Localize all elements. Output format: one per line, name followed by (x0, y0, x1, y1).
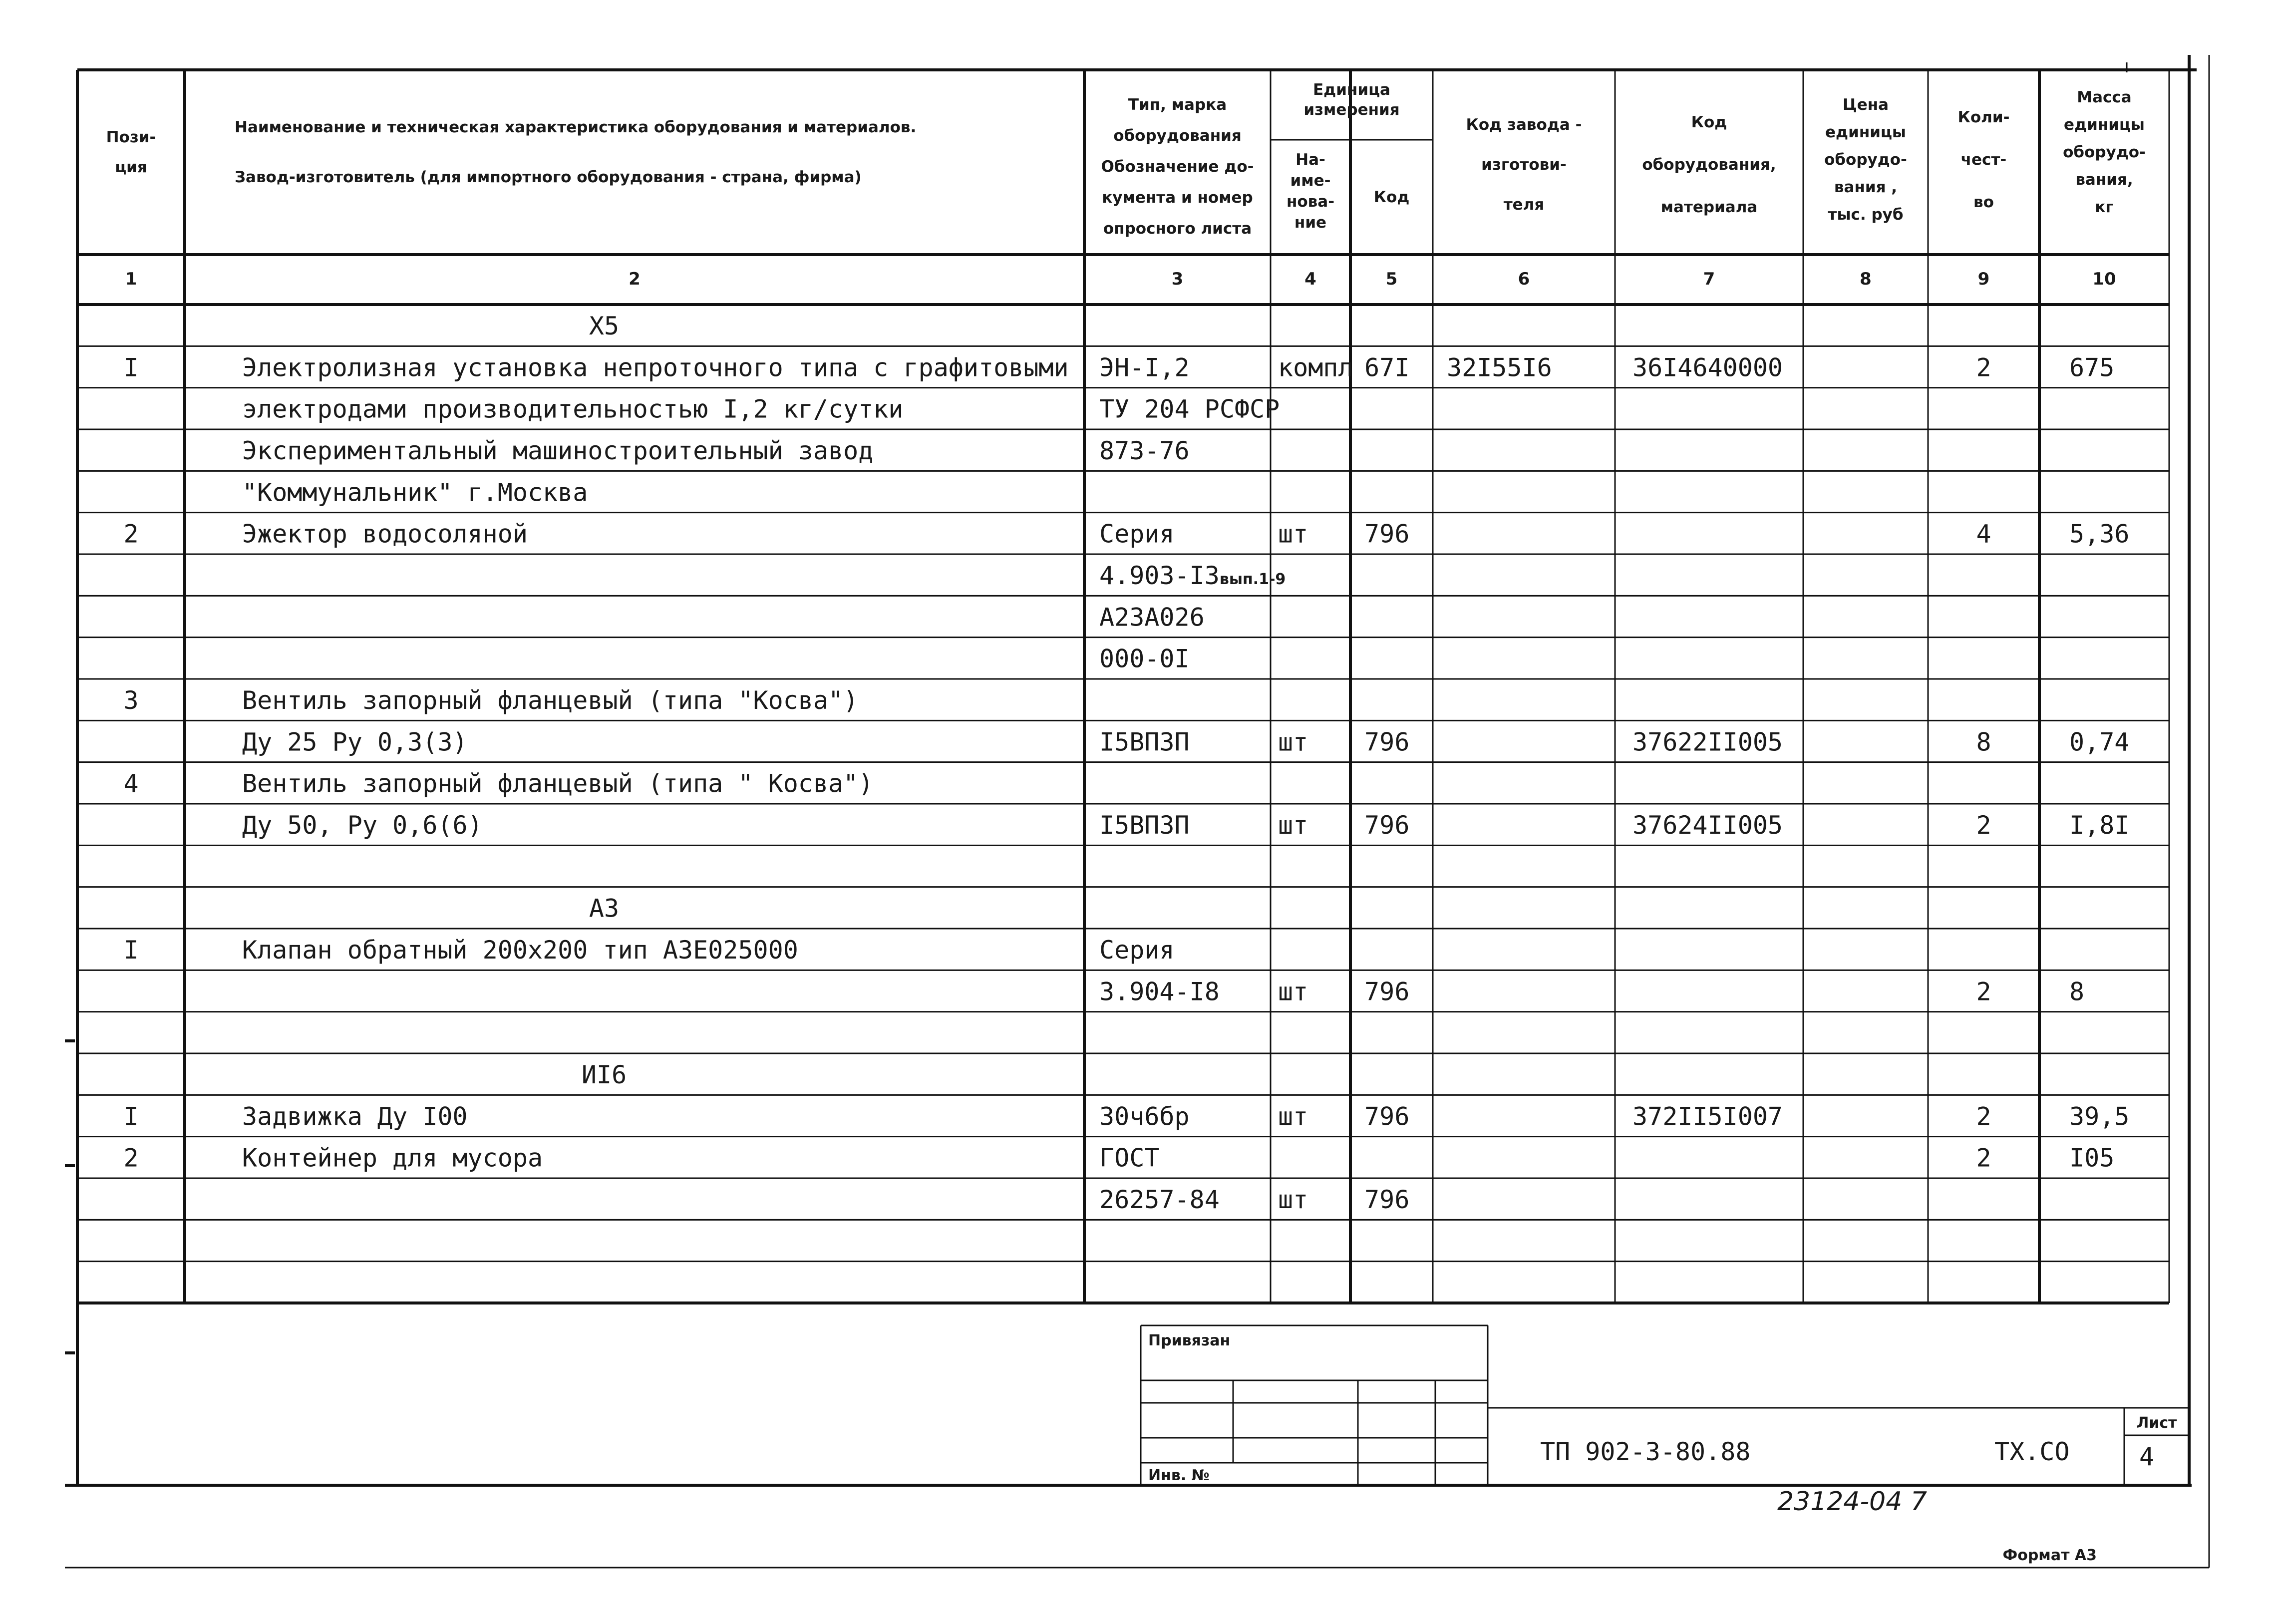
section-title: ИI6 (581, 1060, 627, 1089)
header-label: кумента и номер (1102, 189, 1253, 207)
unit-code-cell: 796 (1364, 811, 1410, 840)
description-cell: "Коммунальник" г.Москва (242, 478, 588, 507)
position-cell: I (123, 353, 139, 382)
table-row (242, 478, 588, 507)
type-cell: 26257-84 (1099, 1185, 1220, 1214)
column-number: 1 (125, 269, 137, 289)
sheet-label: Лист (2136, 1414, 2177, 1432)
column-number: 8 (1860, 269, 1872, 289)
table-row (1099, 561, 1286, 590)
header-label: тыс. руб (1828, 206, 1904, 224)
unit-code-cell: 796 (1364, 1102, 1410, 1131)
table-row (582, 1060, 627, 1089)
header-label: Единица (1313, 81, 1390, 99)
mass-cell: 675 (2069, 353, 2115, 382)
header-label: Обозначение до- (1101, 158, 1254, 176)
table-row (1099, 645, 1190, 673)
header-label: оборудования, (1642, 156, 1776, 174)
header-label: вания , (1834, 178, 1898, 196)
material-code-cell: 37624II005 (1632, 811, 1783, 840)
unit-code-cell: 67I (1364, 353, 1410, 382)
header-label: теля (1503, 196, 1545, 214)
type-cell: I5ВП3П (1099, 811, 1190, 840)
header-label: ние (1294, 214, 1327, 232)
column-number: 4 (1304, 269, 1316, 289)
description-cell: Экспериментальный машиностроительный завод (242, 436, 874, 465)
description-cell: Электролизная установка непроточного типа с графитовыми (242, 353, 1069, 382)
column-number: 9 (1977, 269, 1990, 289)
table-header (106, 81, 2146, 238)
unit-name-cell: шт (1278, 1185, 1308, 1214)
table-row (242, 395, 1280, 424)
description-cell: Вентиль запорный фланцевый (типа "Косва") (242, 686, 859, 715)
description-cell: Задвижка Ду I00 (242, 1102, 468, 1131)
mass-cell: 39,5 (2069, 1102, 2130, 1131)
type-cell: Серия (1099, 519, 1175, 549)
mass-cell: 0,74 (2069, 727, 2130, 757)
table-row (242, 436, 1190, 465)
format-label: Формат А3 (2002, 1547, 2097, 1564)
document-code: ТП 902-3-80.88 (1540, 1437, 1751, 1466)
position-cell: 2 (123, 519, 139, 549)
mass-cell: 8 (2069, 977, 2085, 1006)
header-label: нова- (1286, 193, 1335, 211)
material-code-cell: 36I4640000 (1632, 353, 1783, 382)
type-cell: Серия (1099, 936, 1175, 965)
table-row (123, 936, 1174, 965)
column-number: 6 (1518, 269, 1530, 289)
header-label: На- (1296, 151, 1325, 169)
position-cell: 3 (123, 686, 139, 715)
sheet-number: 4 (2139, 1442, 2155, 1471)
position-cell: 2 (123, 1143, 139, 1173)
archive-number: 23124-04 7 (1777, 1487, 1927, 1517)
title-block (1141, 1325, 2189, 1564)
type-cell: ТУ 204 РСФСР (1099, 394, 1280, 424)
description-cell: Эжектор водосоляной (242, 519, 528, 549)
document-mark: ТХ.СО (1994, 1437, 2070, 1466)
section-title: Х5 (589, 312, 620, 340)
type-cell: А23А026 (1099, 603, 1205, 632)
header-label: Тип, марка (1128, 96, 1227, 114)
table-row (242, 811, 2129, 840)
inventory-label: Инв. № (1148, 1467, 1210, 1484)
table-row (589, 312, 619, 340)
mass-cell: I,8I (2069, 811, 2130, 840)
type-cell: I5ВП3П (1099, 727, 1190, 757)
table-row (123, 520, 2129, 549)
unit-name-cell: компл (1278, 353, 1353, 382)
header-label: Масса (2077, 88, 2132, 106)
unit-name-cell: шт (1278, 727, 1308, 757)
column-number: 5 (1385, 269, 1398, 289)
manufacturer-code-cell: 32I55I6 (1447, 353, 1552, 382)
header-label: Цена (1842, 96, 1889, 114)
unit-name-cell: шт (1278, 811, 1308, 840)
header-label: оборудования (1113, 127, 1242, 145)
quantity-cell: 2 (1976, 977, 1991, 1006)
type-cell: 3.904-I8 (1099, 977, 1220, 1006)
header-label: оборудо- (1824, 151, 1907, 169)
header-label: Код завода - (1466, 116, 1582, 134)
mass-cell: I05 (2069, 1143, 2115, 1173)
header-label: во (1973, 193, 1994, 211)
unit-name-cell: шт (1278, 519, 1308, 549)
table-row (123, 1102, 2129, 1131)
header-label: ция (115, 158, 147, 176)
table-row (1099, 977, 2084, 1006)
table-row (1099, 1185, 1409, 1214)
header-label: единицы (1825, 123, 1906, 141)
header-label: Завод-изготовитель (для импортного оборудования - страна, фирма) (235, 168, 862, 186)
description-cell: Ду 50, Ру 0,6(6) (242, 811, 483, 840)
unit-code-cell: 796 (1364, 519, 1410, 549)
quantity-cell: 8 (1976, 727, 1991, 757)
header-label: опросного листа (1103, 220, 1252, 238)
header-label: единицы (2064, 116, 2145, 134)
type-cell: 000-0I (1099, 644, 1190, 673)
attached-label: Привязан (1148, 1332, 1231, 1349)
header-label: Наименование и техническая характеристика оборудования и материалов. (235, 118, 917, 136)
issue-note: вып.1-9 (1219, 571, 1286, 588)
header-label: кг (2095, 198, 2114, 216)
unit-code-cell: 796 (1364, 977, 1410, 1006)
column-number: 10 (2092, 269, 2116, 289)
column-numbers-row (125, 269, 2116, 289)
quantity-cell: 2 (1976, 811, 1991, 840)
position-cell: 4 (123, 769, 139, 798)
type-cell: 30ч6бр (1099, 1102, 1190, 1131)
header-label: оборудо- (2063, 143, 2146, 161)
header-label: чест- (1960, 151, 2007, 169)
column-number: 2 (629, 269, 641, 289)
quantity-cell: 4 (1976, 519, 1991, 549)
type-cell: 4.903-I3вып.1-9 (1099, 561, 1286, 590)
column-number: 3 (1171, 269, 1184, 289)
unit-code-cell: 796 (1364, 1185, 1410, 1214)
quantity-cell: 2 (1976, 1143, 1991, 1173)
section-title: А3 (589, 894, 620, 923)
mass-cell: 5,36 (2069, 519, 2130, 549)
unit-code-cell: 796 (1364, 727, 1410, 757)
type-cell: ЭН-I,2 (1099, 353, 1190, 382)
type-cell: ГОСТ (1099, 1143, 1160, 1173)
table-row (123, 353, 2114, 382)
header-label: вания, (2075, 171, 2133, 189)
position-cell: I (123, 936, 139, 965)
table-row (123, 769, 873, 798)
table-row (123, 686, 858, 715)
unit-name-cell: шт (1278, 1102, 1308, 1131)
quantity-cell: 2 (1976, 353, 1991, 382)
position-cell: I (123, 1102, 139, 1131)
table-row (242, 727, 2129, 756)
material-code-cell: 372II5I007 (1632, 1102, 1783, 1131)
header-label: изготови- (1481, 156, 1567, 174)
header-label: име- (1290, 172, 1331, 190)
table-row (123, 1144, 2114, 1173)
quantity-cell: 2 (1976, 1102, 1991, 1131)
description-cell: Клапан обратный 200х200 тип АЗЕ025000 (242, 936, 798, 965)
description-cell: Ду 25 Ру 0,3(3) (242, 727, 468, 757)
type-cell: 873-76 (1099, 436, 1190, 465)
header-label: Код (1691, 113, 1727, 131)
header-label: Коли- (1957, 108, 2010, 126)
header-label: Пози- (106, 128, 156, 146)
table-row (1099, 603, 1205, 632)
description-cell: электродами производительностью I,2 кг/сутки (242, 394, 904, 424)
material-code-cell: 37622II005 (1632, 727, 1783, 757)
header-label: измерения (1303, 101, 1400, 119)
table-row (589, 894, 619, 923)
description-cell: Вентиль запорный фланцевый (типа " Косва") (242, 769, 874, 798)
unit-name-cell: шт (1278, 977, 1308, 1006)
description-cell: Контейнер для мусора (242, 1143, 543, 1173)
header-label: Код (1373, 188, 1410, 206)
header-label: материала (1660, 198, 1758, 216)
column-number: 7 (1703, 269, 1715, 289)
